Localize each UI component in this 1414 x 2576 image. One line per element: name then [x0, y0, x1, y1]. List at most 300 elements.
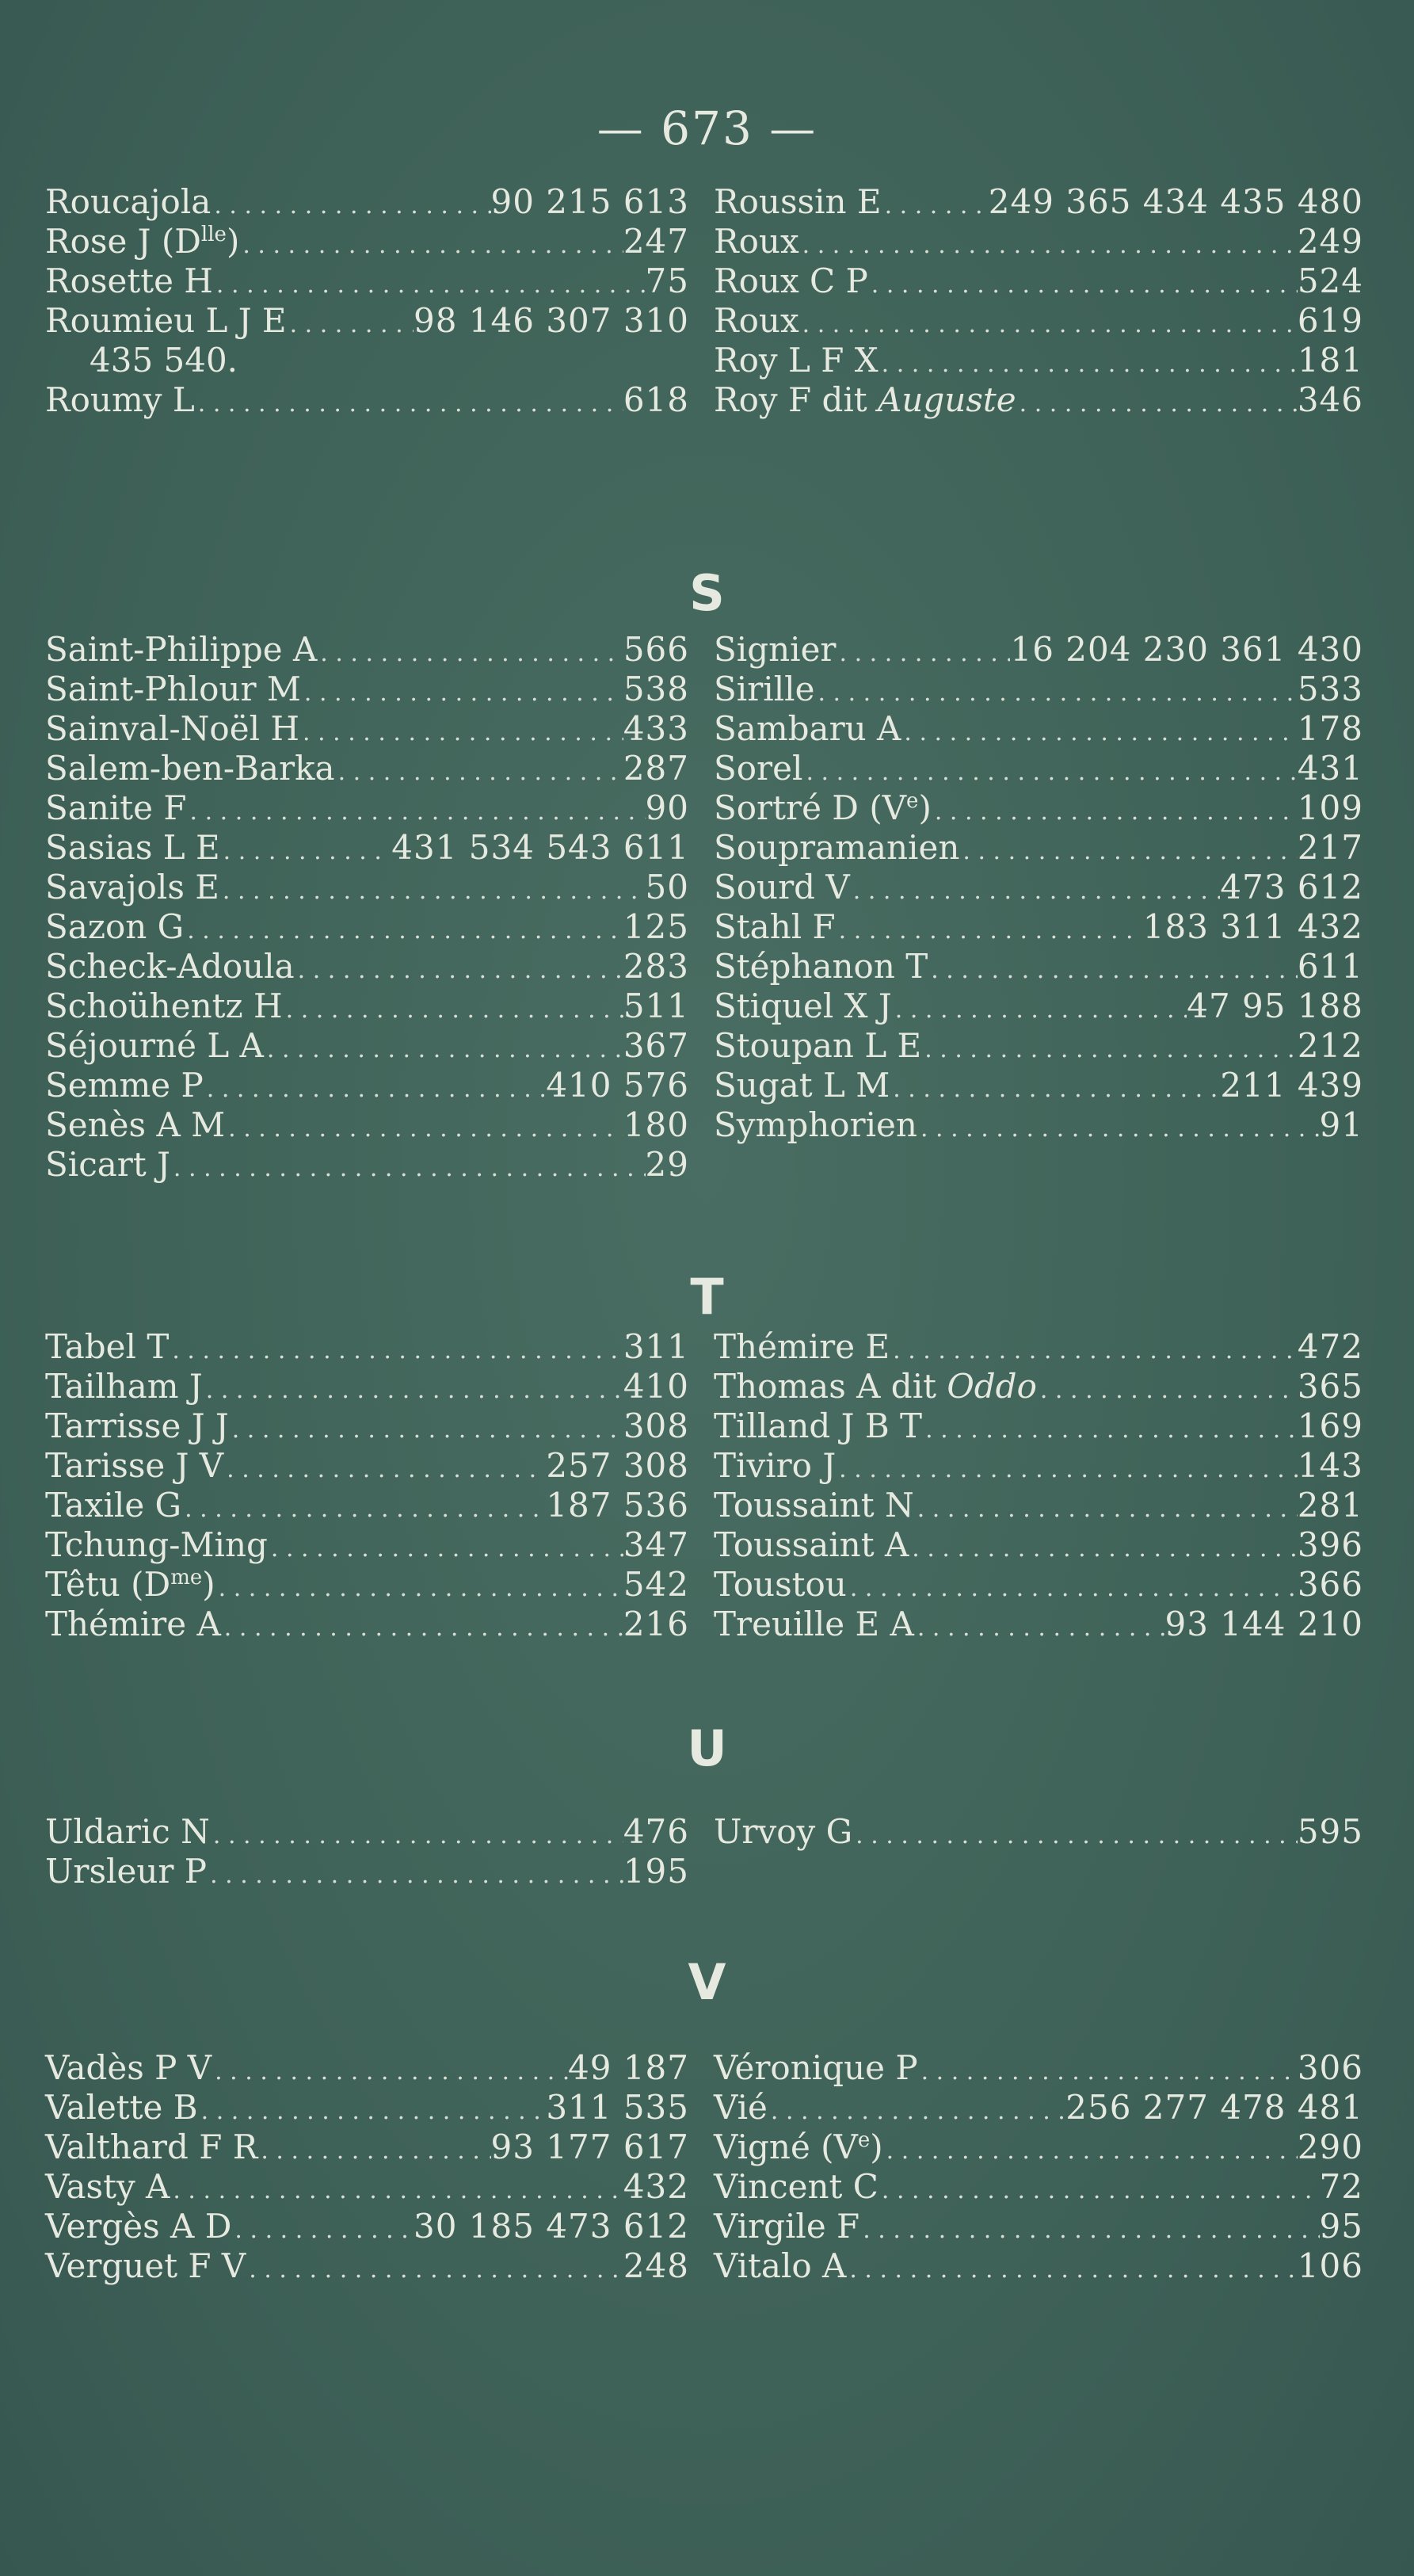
entry-pages: 538	[623, 670, 689, 708]
dot-leader	[301, 674, 623, 713]
entry-name-text: Scheck-Adoula	[45, 947, 295, 986]
entry-name	[45, 1565, 215, 1605]
entry-name-text: Rose J (D	[45, 222, 201, 261]
dot-leader	[225, 1109, 623, 1149]
entry-name-text: Thémire A	[45, 1605, 221, 1643]
entry-pages: 178	[1297, 709, 1363, 748]
entry-pages: 533	[1297, 670, 1363, 708]
dot-leader	[921, 1030, 1298, 1070]
entry-name-text: Savajols E	[45, 868, 219, 906]
dot-leader	[170, 2171, 623, 2211]
entry-name	[45, 1327, 169, 1367]
dot-leader	[859, 2211, 1319, 2250]
dot-leader	[909, 1529, 1298, 1569]
entry-name	[45, 947, 295, 987]
index-entry	[714, 907, 1363, 947]
entry-name-text: Sirille	[714, 670, 815, 708]
entry-name	[714, 868, 850, 907]
entry-name-text: Tabel T	[45, 1327, 170, 1366]
entry-pages: 248	[623, 2246, 689, 2285]
dot-leader	[203, 1371, 623, 1410]
dot-leader	[223, 1450, 546, 1490]
index-entry	[45, 2207, 689, 2246]
entry-name	[714, 2207, 859, 2246]
index-entry	[714, 2128, 1363, 2167]
index-entry	[45, 788, 689, 828]
entry-name-text: Sainval-Noël H	[45, 709, 299, 748]
index-entry	[45, 2167, 689, 2207]
right-column	[714, 1327, 1363, 1644]
entry-name-text: Taxile G	[45, 1486, 182, 1525]
entry-pages: 30 185 473 612	[414, 2207, 689, 2246]
dot-leader	[181, 1490, 546, 1529]
entry-name-text: Schoühentz H	[45, 987, 283, 1025]
entry-name	[714, 1105, 917, 1145]
entry-name-text: Vasty A	[45, 2167, 170, 2206]
entry-name	[45, 2167, 170, 2207]
entry-pages: 125	[623, 907, 689, 946]
dot-leader	[212, 2052, 568, 2092]
entry-name	[45, 1446, 223, 1486]
entry-name-text: Roumieu L J E	[45, 301, 287, 340]
entry-pages: 432	[623, 2167, 689, 2206]
entry-name-text: 435 540.	[90, 341, 238, 380]
index-entry	[45, 2048, 689, 2088]
entry-name-text: Véronique P	[714, 2048, 918, 2087]
dot-leader	[215, 1569, 623, 1609]
index-entry	[714, 709, 1363, 749]
dot-leader	[768, 2092, 1065, 2131]
dot-leader	[836, 1450, 1298, 1490]
entry-name-text: Séjourné L A	[45, 1026, 264, 1065]
entry-name	[45, 1605, 221, 1644]
entry-name-text: Têtu (D	[45, 1565, 171, 1604]
dot-leader	[299, 713, 623, 753]
index-entry	[714, 1327, 1363, 1367]
entry-name-suffix: )	[202, 1565, 215, 1604]
index-entry	[45, 1446, 689, 1486]
entry-pages: 91	[1319, 1105, 1363, 1144]
entry-pages: 256 277 478 481	[1065, 2088, 1363, 2127]
entry-pages: 247	[623, 222, 689, 261]
left-column	[45, 182, 689, 420]
entry-pages: 216	[623, 1605, 689, 1643]
entry-pages: 619	[1297, 301, 1363, 340]
index-entry	[45, 1605, 689, 1644]
dot-leader	[169, 1331, 623, 1371]
entry-pages: 347	[623, 1525, 689, 1564]
dot-leader	[264, 1030, 623, 1070]
entry-name	[45, 301, 287, 341]
entry-name-text: Toussaint A	[714, 1525, 909, 1564]
entry-name	[714, 1525, 909, 1565]
index-entry	[45, 630, 689, 670]
dot-leader	[837, 634, 1011, 674]
entry-name	[45, 2207, 231, 2246]
index-entry	[45, 1565, 689, 1605]
entry-name-superscript: me	[170, 1566, 203, 1589]
entry-pages: 90 215 613	[490, 182, 689, 221]
entry-name	[714, 1406, 922, 1446]
entry-name	[45, 1486, 181, 1525]
entry-name	[45, 222, 239, 261]
entry-name	[714, 380, 1016, 420]
left-column	[45, 630, 689, 1185]
index-entry	[714, 2088, 1363, 2128]
entry-pages: 365	[1297, 1367, 1363, 1406]
entry-pages: 511	[623, 987, 689, 1025]
dot-leader	[1037, 1371, 1298, 1410]
dot-leader	[283, 990, 623, 1030]
dot-leader	[917, 1109, 1320, 1149]
index-entry	[45, 301, 689, 341]
dot-leader	[901, 713, 1297, 753]
dot-leader	[883, 2131, 1298, 2171]
entry-name	[714, 2088, 768, 2128]
index-entry	[45, 987, 689, 1026]
dot-leader	[882, 186, 989, 226]
entry-name	[714, 261, 868, 301]
entry-pages: 311	[623, 1327, 689, 1366]
dot-leader	[210, 1816, 623, 1856]
index-entry	[714, 788, 1363, 828]
dot-leader	[814, 674, 1297, 713]
entry-name	[714, 947, 928, 987]
entry-name-text: Roucajola	[45, 182, 212, 221]
entry-name-text: Sortré D (V	[714, 788, 907, 827]
entry-pages: 217	[1297, 828, 1363, 867]
entry-name-text: Stoupan L E	[714, 1026, 922, 1065]
entry-name	[45, 630, 317, 670]
index-entry	[714, 828, 1363, 868]
entry-pages: 346	[1297, 380, 1363, 419]
entry-name	[45, 2088, 198, 2128]
dot-leader	[802, 753, 1297, 792]
entry-name	[714, 828, 959, 868]
dot-leader	[1016, 384, 1298, 424]
entry-pages: 187 536	[546, 1486, 689, 1525]
section-letter-v: V	[688, 1953, 726, 2011]
entry-name-superscript: e	[906, 789, 919, 813]
entry-pages: 95	[1319, 2207, 1363, 2246]
entry-name-superscript: lle	[200, 223, 227, 246]
index-entry	[714, 301, 1363, 341]
entry-name	[45, 1066, 204, 1105]
entry-name-text: Sanite F	[45, 788, 187, 827]
index-entry	[45, 1066, 689, 1105]
dot-leader	[959, 832, 1297, 872]
entry-name	[45, 380, 195, 420]
index-entry	[45, 380, 689, 420]
entry-pages: 249	[1297, 222, 1363, 261]
dot-leader	[879, 345, 1298, 384]
left-column	[45, 1812, 689, 1891]
index-entry	[45, 1486, 689, 1525]
entry-name-text: Stahl F	[714, 907, 836, 946]
entry-name-text: Semme P	[45, 1066, 204, 1105]
entry-name-text: Saint-Philippe A	[45, 630, 318, 669]
index-entry	[45, 341, 689, 380]
entry-pages: 308	[623, 1406, 689, 1445]
entry-name	[45, 709, 299, 749]
entry-name-text: Tailham J	[45, 1367, 203, 1406]
entry-name-text: Vergès A D	[45, 2207, 232, 2246]
dot-leader	[170, 1149, 646, 1189]
entry-name-text: Vitalo A	[714, 2246, 847, 2285]
dot-leader	[879, 2171, 1320, 2211]
entry-name-text: Vincent C	[714, 2167, 879, 2206]
entry-pages: 90	[645, 788, 689, 827]
index-entry	[45, 222, 689, 261]
entry-pages: 181	[1297, 341, 1363, 380]
entry-name-text: Sazon G	[45, 907, 185, 946]
entry-pages: 367	[623, 1026, 689, 1065]
dot-leader	[207, 1856, 623, 1895]
right-column	[714, 630, 1363, 1145]
entry-pages: 183 311 432	[1142, 907, 1363, 946]
entry-name-text: Sugat L M	[714, 1066, 890, 1105]
entry-name-text: Tiviro J	[714, 1446, 837, 1485]
entry-name-text: Vadès P V	[45, 2048, 212, 2087]
entry-name	[45, 1105, 225, 1145]
entry-name	[714, 1486, 914, 1525]
index-entry	[45, 828, 689, 868]
entry-pages: 431 534 543 611	[391, 828, 689, 867]
entry-name	[714, 222, 799, 261]
entry-name	[714, 1066, 890, 1105]
index-entry	[714, 2167, 1363, 2207]
entry-name-text: Tchung-Ming	[45, 1525, 268, 1564]
entry-name	[45, 1525, 268, 1565]
entry-name-text: Salem-ben-Barka	[45, 749, 335, 788]
index-entry	[714, 261, 1363, 301]
entry-name	[45, 261, 213, 301]
entry-name	[714, 182, 882, 222]
entry-name	[714, 749, 802, 788]
dot-leader	[204, 1070, 547, 1109]
index-entry	[714, 1525, 1363, 1565]
dot-leader	[918, 2052, 1298, 2092]
entry-name	[45, 1812, 210, 1852]
entry-name	[45, 1406, 229, 1446]
index-entry	[45, 1525, 689, 1565]
index-entry	[45, 2246, 689, 2286]
index-entry	[714, 670, 1363, 709]
entry-pages: 257 308	[546, 1446, 689, 1485]
dot-leader	[914, 1609, 1165, 1648]
entry-pages: 287	[623, 749, 689, 788]
entry-pages: 93 177 617	[490, 2128, 689, 2166]
entry-name-suffix: )	[918, 788, 932, 827]
entry-name-text: Roy F dit	[714, 380, 879, 419]
entry-pages: 472	[1297, 1327, 1363, 1366]
dot-leader	[928, 951, 1298, 990]
index-entry	[45, 261, 689, 301]
dot-leader	[198, 2092, 547, 2131]
index-entry	[714, 1812, 1363, 1852]
dot-leader	[229, 1410, 623, 1450]
entry-name-text: Vié	[714, 2088, 768, 2127]
entry-name-text: Senès A M	[45, 1105, 226, 1144]
section-letter-s: S	[689, 564, 725, 622]
entry-name-text: Roux C P	[714, 261, 868, 300]
index-entry	[45, 1406, 689, 1446]
dot-leader	[799, 305, 1298, 345]
index-entry	[45, 1327, 689, 1367]
entry-name-text: Sorel	[714, 749, 803, 788]
entry-pages: 595	[1297, 1812, 1363, 1851]
entry-name-text: Uldaric N	[45, 1812, 210, 1851]
entry-name	[714, 630, 837, 670]
entry-name	[714, 1605, 914, 1644]
entry-name-text: Rosette H	[45, 261, 213, 300]
entry-name-text: Ursleur P	[45, 1852, 208, 1891]
index-entry	[714, 1565, 1363, 1605]
entry-name-text: Saint-Phlour M	[45, 670, 301, 708]
dot-leader	[890, 1070, 1220, 1109]
entry-pages: 16 204 230 361 430	[1010, 630, 1363, 669]
index-entry	[45, 709, 689, 749]
entry-pages: 195	[623, 1852, 689, 1891]
entry-name	[45, 182, 211, 222]
entry-name-text: Verguet F V	[45, 2246, 246, 2285]
index-entry	[714, 630, 1363, 670]
entry-pages: 50	[645, 868, 689, 906]
entry-name	[714, 709, 901, 749]
index-entry	[714, 2246, 1363, 2286]
index-entry	[714, 1486, 1363, 1525]
entry-name-text: Urvoy G	[714, 1812, 853, 1851]
entry-pages: 143	[1297, 1446, 1363, 1485]
entry-name-text: Sicart J	[45, 1145, 170, 1184]
dot-leader	[868, 265, 1298, 305]
entry-name	[714, 1446, 836, 1486]
entry-name	[714, 341, 879, 380]
entry-pages: 431	[1297, 749, 1363, 788]
entry-name	[45, 907, 184, 947]
index-entry	[45, 907, 689, 947]
entry-name-text: Roy L F X	[714, 341, 879, 380]
index-entry	[714, 2048, 1363, 2088]
entry-name-superscript: e	[857, 2128, 871, 2152]
entry-pages: 290	[1297, 2128, 1363, 2166]
dot-leader	[195, 384, 623, 424]
dot-leader	[852, 1816, 1298, 1856]
dot-leader	[219, 872, 646, 911]
index-entry	[45, 1367, 689, 1406]
entry-pages: 211 439	[1220, 1066, 1363, 1105]
entry-name	[714, 987, 892, 1026]
entry-pages: 476	[623, 1812, 689, 1851]
entry-pages: 410	[623, 1367, 689, 1406]
entry-pages: 169	[1297, 1406, 1363, 1445]
entry-name-text: Valthard F R	[45, 2128, 258, 2166]
dot-leader	[257, 2131, 490, 2171]
entry-name-italic: Auguste	[878, 380, 1016, 419]
index-entry	[714, 341, 1363, 380]
dot-leader	[221, 1609, 623, 1648]
dot-leader	[890, 1331, 1298, 1371]
entry-pages: 106	[1297, 2246, 1363, 2285]
entry-pages: 283	[623, 947, 689, 986]
right-column	[714, 182, 1363, 420]
entry-name	[45, 2246, 246, 2286]
dot-leader	[892, 990, 1187, 1030]
entry-pages: 249 365 434 435 480	[988, 182, 1363, 221]
entry-name-suffix: )	[870, 2128, 883, 2166]
entry-name-italic: Oddo	[947, 1367, 1037, 1406]
entry-pages: 396	[1297, 1525, 1363, 1564]
entry-name	[45, 1026, 264, 1066]
dot-leader	[213, 265, 646, 305]
index-entry	[714, 1066, 1363, 1105]
dot-leader	[914, 1490, 1298, 1529]
index-entry	[714, 1367, 1363, 1406]
entry-pages: 542	[623, 1565, 689, 1604]
entry-name-text: Tarisse J V	[45, 1446, 224, 1485]
index-entry	[714, 1105, 1363, 1145]
entry-pages: 180	[623, 1105, 689, 1144]
entry-name-text: Tilland J B T	[714, 1406, 923, 1445]
dot-leader	[850, 872, 1221, 911]
entry-name	[45, 987, 283, 1026]
entry-name-text: Thémire E	[714, 1327, 890, 1366]
dot-leader	[846, 2250, 1297, 2290]
entry-name-text: Treuille E A	[714, 1605, 914, 1643]
entry-name	[45, 2128, 257, 2167]
entry-name-text: Toussaint N	[714, 1486, 914, 1525]
index-entry	[714, 1446, 1363, 1486]
entry-name-text: Sasias L E	[45, 828, 220, 867]
entry-pages: 47 95 188	[1187, 987, 1363, 1025]
dot-leader	[317, 634, 623, 674]
dot-leader	[922, 1410, 1298, 1450]
index-entry	[45, 2128, 689, 2167]
page-number: — 673 —	[596, 101, 818, 155]
section-letter-u: U	[687, 1719, 727, 1777]
dot-leader	[246, 2250, 623, 2290]
entry-name-text: Symphorien	[714, 1105, 917, 1144]
entry-name	[45, 1367, 203, 1406]
index-entry	[45, 1105, 689, 1145]
dot-leader	[231, 2211, 414, 2250]
index-entry	[714, 749, 1363, 788]
index-entry	[714, 868, 1363, 907]
entry-name-text: Stiquel X J	[714, 987, 892, 1025]
entry-name	[714, 1812, 852, 1852]
index-entry	[45, 947, 689, 987]
entry-name-text: Roux	[714, 222, 799, 261]
left-column	[45, 1327, 689, 1644]
section-letter-t: T	[690, 1268, 724, 1326]
entry-name	[45, 2048, 212, 2088]
entry-pages: 566	[623, 630, 689, 669]
entry-name-text: Toustou	[714, 1565, 847, 1604]
entry-name	[714, 670, 814, 709]
entry-name-text: Sambaru A	[714, 709, 901, 748]
index-entry	[45, 1812, 689, 1852]
entry-name	[45, 788, 187, 828]
entry-pages: 29	[645, 1145, 689, 1184]
dot-leader	[268, 1529, 623, 1569]
entry-pages: 366	[1297, 1565, 1363, 1604]
dot-leader	[187, 792, 646, 832]
index-entry	[45, 1852, 689, 1891]
index-entry	[714, 222, 1363, 261]
entry-name	[714, 907, 836, 947]
entry-name	[90, 341, 238, 380]
entry-name	[45, 1852, 207, 1891]
